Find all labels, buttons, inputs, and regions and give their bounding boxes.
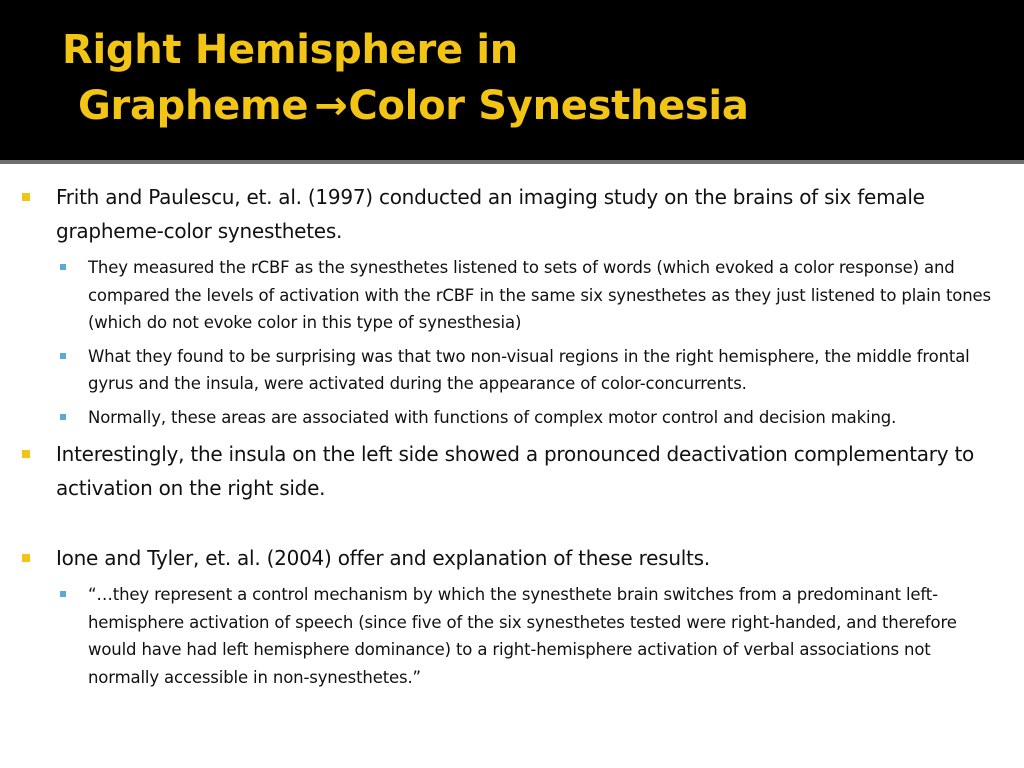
bullet-frith-paulescu <box>20 180 1005 248</box>
square-bullet-icon <box>60 264 66 270</box>
title-line-2-start: Grapheme <box>78 83 309 129</box>
sub-bullet-surprising-finding <box>20 343 1005 398</box>
right-arrow-icon: → <box>314 83 348 129</box>
slide-title <box>62 22 1002 134</box>
square-bullet-icon <box>60 353 66 359</box>
sub-bullet-control-mechanism-quote <box>20 581 1005 691</box>
title-line-2-end: Color Synesthesia <box>348 83 749 129</box>
bullet-insula-deactivation <box>20 437 1005 505</box>
sub-bullet-text: Normally, these areas are associated with functions of complex motor control and decision making. <box>88 407 897 427</box>
sub-bullet-text: “…they represent a control mechanism by which the synesthete brain switches from a predominant left-hemisphere activation of speech (since five of the six synesthetes tested were right-handed, and therefore would have had left hemisphere dominance) to a right-hemisphere activation of verbal associations not normally accessible in non-synesthetes.” <box>88 585 957 687</box>
square-bullet-icon <box>22 450 30 458</box>
slide-body <box>20 180 1005 691</box>
square-bullet-icon <box>22 554 30 562</box>
title-divider <box>0 160 1024 164</box>
square-bullet-icon <box>22 193 30 201</box>
sub-bullet-rcbf-measurement <box>20 254 1005 337</box>
sub-bullet-normal-function <box>20 404 1005 432</box>
title-line-2 <box>62 78 1002 134</box>
bullet-text: Ione and Tyler, et. al. (2004) offer and explanation of these results. <box>56 546 710 570</box>
bullet-text: Frith and Paulescu, et. al. (1997) conducted an imaging study on the brains of six female grapheme-color synesthetes. <box>56 185 925 243</box>
bullet-ione-tyler <box>20 541 1005 575</box>
square-bullet-icon <box>60 414 66 420</box>
sub-bullet-text: They measured the rCBF as the synesthetes listened to sets of words (which evoked a color response) and compared the levels of activation with the rCBF in the same six synesthetes as they just listened to plain tones (which do not evoke color in this type of synesthesia) <box>88 258 991 332</box>
sub-bullet-text: What they found to be surprising was that two non-visual regions in the right hemisphere, the middle frontal gyrus and the insula, were activated during the appearance of color-concurrents. <box>88 346 970 393</box>
square-bullet-icon <box>60 591 66 597</box>
title-line-1: Right Hemisphere in <box>62 27 518 73</box>
bullet-text: Interestingly, the insula on the left side showed a pronounced deactivation complementary to activation on the right side. <box>56 442 975 500</box>
